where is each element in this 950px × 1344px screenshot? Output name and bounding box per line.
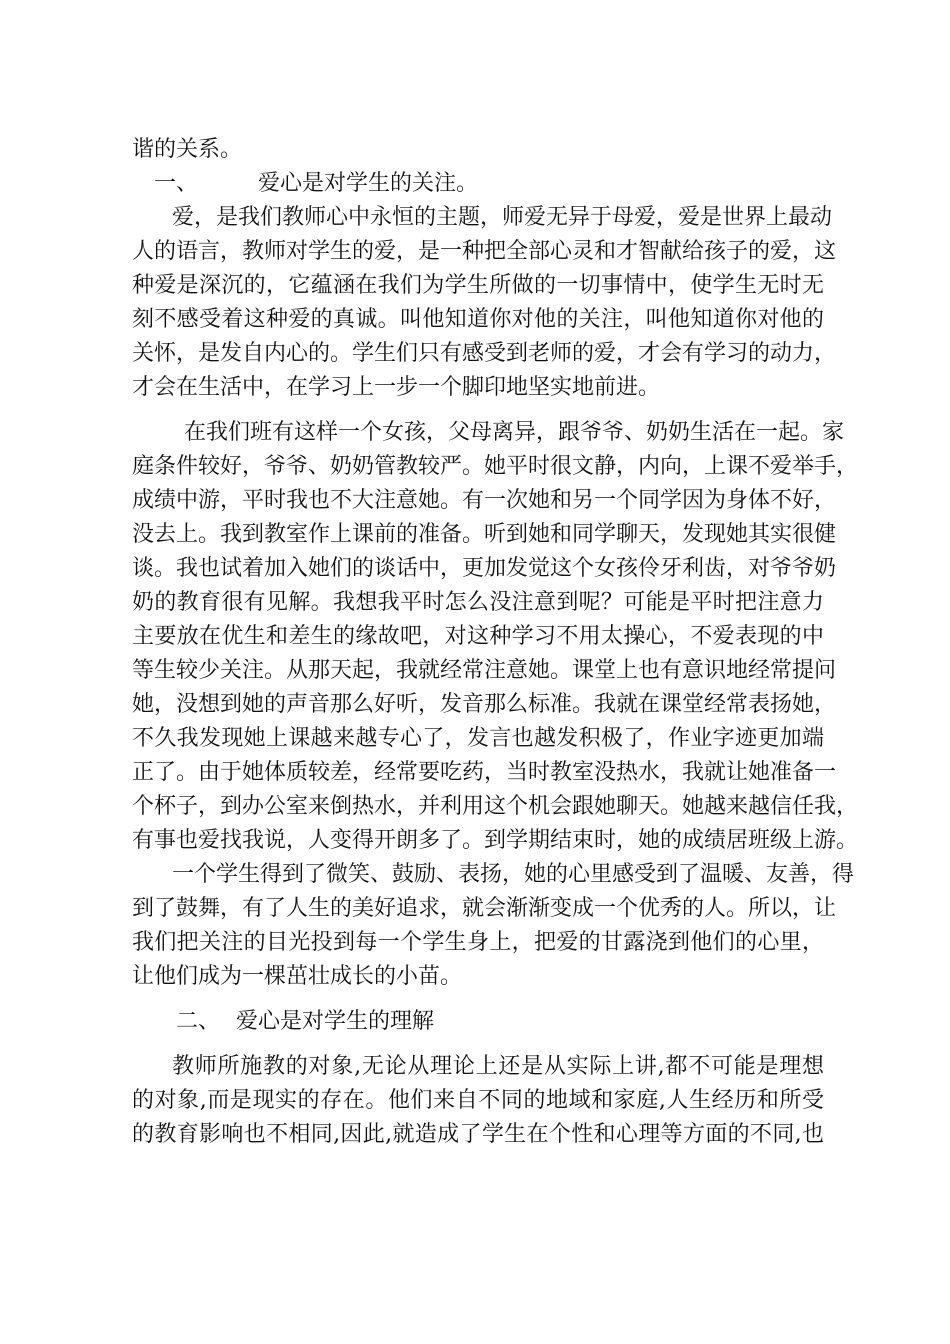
paragraph-line: 她，没想到她的声音那么好听，发音那么标准。我就在课堂经常表扬她， (132, 692, 837, 717)
paragraph-gap (132, 994, 824, 1005)
paragraph-gap (132, 405, 824, 416)
paragraph-line: 刻不感受着这种爱的真诚。叫他知道你对他的关注，叫他知道你对他的 (132, 307, 824, 332)
paragraph-line: 人的语言，教师对学生的爱，是一种把全部心灵和才智献给孩子的爱，这 (132, 239, 837, 264)
paragraph-line: 庭条件较好，爷爷、奶奶管教较严。她平时很文静，内向，上课不爱举手， (132, 454, 859, 479)
paragraph-line: 主要放在优生和差生的缘故吧，对这种学习不用太操心，不爱表现的中 (132, 624, 824, 649)
paragraph-line: 的教育影响也不相同,因此,就造成了学生在个性和心理等方面的不同,也 (132, 1122, 824, 1147)
section1-number: 一、 (154, 171, 199, 196)
paragraph-line: 奶的教育很有见解。我想我平时怎么没注意到呢？可能是平时把注意力 (132, 590, 824, 615)
paragraph-line: 谈。我也试着加入她们的谈话中，更加发觉这个女孩伶牙利齿，对爷爷奶 (132, 556, 837, 581)
paragraph-line: 正了。由于她体质较差，经常要吃药，当时教室没热水，我就让她准备一 (132, 760, 837, 785)
section1-paragraph-2 (132, 416, 859, 858)
paragraph-line: 成绩中游，平时我也不大注意她。有一次她和另一个同学因为身体不好， (132, 488, 837, 513)
paragraph-line: 在我们班有这样一个女孩，父母离异，跟爷爷、奶奶生活在一起。家 (184, 420, 845, 445)
paragraph-line: 我们把关注的目光投到每一个学生身上，把爱的甘露浇到他们的心里， (132, 930, 824, 955)
paragraph-line: 等生较少关注。从那天起，我就经常注意她。课堂上也有意识地经常提问 (132, 658, 837, 683)
paragraph-line: 种爱是深沉的，它蕴涵在我们为学生所做的一切事情中，使学生无时无 (132, 273, 824, 298)
section2-heading (132, 1005, 824, 1039)
section1-heading (132, 167, 824, 201)
paragraph-gap (132, 1039, 824, 1050)
paragraph-line: 的对象,而是现实的存在。他们来自不同的地域和家庭,人生经历和所受 (132, 1088, 824, 1113)
document-body (132, 133, 859, 1152)
paragraph-line: 关怀，是发自内心的。学生们只有感受到老师的爱，才会有学习的动力， (132, 341, 837, 366)
section1-paragraph-3 (132, 858, 855, 994)
paragraph-line: 没去上。我到教室作上课前的准备。听到她和同学聊天，发现她其实很健 (132, 522, 837, 547)
paragraph-line: 才会在生活中，在学习上一步一个脚印地坚实地前进。 (132, 375, 661, 400)
paragraph-line: 有事也爱找我说，人变得开朗多了。到学期结束时，她的成绩居班级上游。 (132, 828, 859, 853)
section1-title: 爱心是对学生的关注。 (258, 171, 479, 196)
paragraph-line: 到了鼓舞，有了人生的美好追求，就会渐渐变成一个优秀的人。所以，让 (132, 896, 837, 921)
section1-paragraph-1 (132, 201, 837, 405)
section2-title: 爱心是对学生的理解 (236, 1009, 435, 1034)
paragraph-line: 个杯子，到办公室来倒热水，并利用这个机会跟她聊天。她越来越信任我， (132, 794, 859, 819)
paragraph-line: 不久我发现她上课越来越专心了，发言也越发积极了，作业字迹更加端 (132, 726, 824, 751)
section2-paragraph-1 (132, 1050, 824, 1152)
paragraph-line: 爱，是我们教师心中永恒的主题，师爱无异于母爱，爱是世界上最动 (172, 205, 833, 230)
paragraph-line: 一个学生得到了微笑、鼓励、表扬，她的心里感受到了温暖、友善，得 (172, 862, 855, 887)
paragraph-line: 教师所施教的对象,无论从理论上还是从实际上讲,都不可能是理想 (172, 1054, 824, 1079)
paragraph-line: 让他们成为一棵茁壮成长的小苗。 (132, 964, 463, 989)
opening-fragment: 谐的关系。 (132, 137, 243, 162)
section2-number: 二、 (176, 1009, 221, 1034)
